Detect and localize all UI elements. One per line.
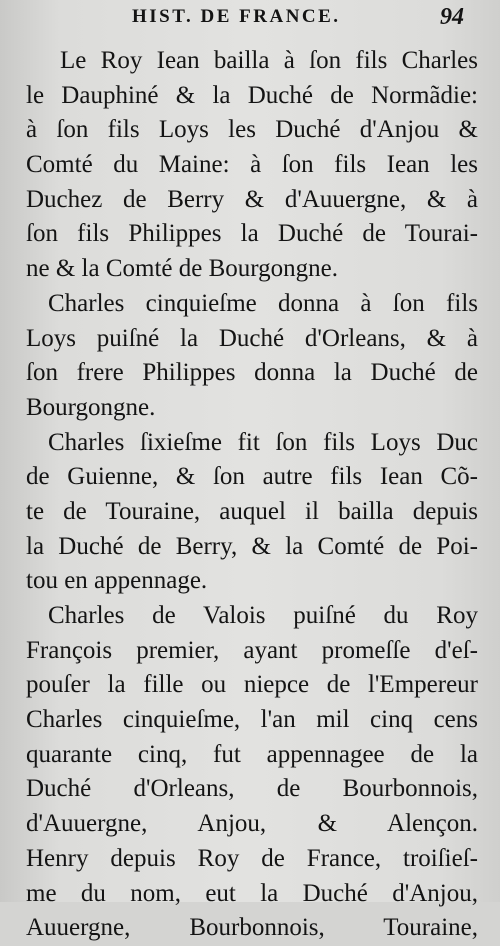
text-line: la Duché de Berry, & la Comté de Poi- [26, 532, 478, 560]
text-line: à ſon fils Loys les Duché d'Anjou & [26, 116, 478, 144]
text-line: ſon frere Philippes donna la Duché de [26, 359, 478, 387]
text-line: François premier, ayant promeſſe d'eſ- [26, 636, 478, 664]
page-header [0, 4, 500, 34]
text-line: te de Touraine, auquel il bailla depuis [26, 497, 478, 525]
text-line: Charles ſixieſme fit ſon fils Loys Duc [48, 428, 478, 456]
text-line: ſon fils Philippes la Duché de Tourai- [26, 220, 478, 248]
page-number: 94 [440, 4, 464, 30]
text-line: Loys puiſné la Duché d'Orleans, & à [26, 324, 478, 352]
body-text [26, 44, 478, 946]
text-line: Le Roy Iean bailla à ſon fils Charles [60, 47, 478, 74]
text-line: Comté du Maine: à ſon fils Iean les [26, 151, 478, 179]
text-line: d'Auuergne, Anjou, & Alençon. [26, 810, 478, 838]
text-line: Bourgongne. [26, 393, 156, 421]
text-line: quarante cinq, fut appennagee de la [26, 740, 478, 768]
text-line: Charles cinquieſme donna à ſon fils [48, 289, 478, 317]
text-line: Charles de Valois puiſné du Roy [48, 602, 478, 629]
text-line: me du nom, eut la Duché d'Anjou, [26, 879, 478, 907]
running-head: HIST. DE FRANCE. [132, 6, 341, 27]
text-line: Charles cinquieſme, l'an mil cinq cens [26, 706, 478, 734]
text-line: Duché d'Orleans, de Bourbonnois, [26, 775, 478, 803]
text-line: pouſer la fille ou niepce de l'Empereur [26, 671, 478, 699]
text-line: ne & la Comté de Bourgongne. [26, 255, 338, 283]
text-line: Duchez de Berry & d'Auuergne, & à [26, 185, 478, 213]
text-line: tou en appennage. [26, 567, 208, 595]
text-line: Henry depuis Roy de France, troiſieſ- [26, 844, 478, 872]
text-line: le Dauphiné & la Duché de Normãdie: [26, 81, 478, 109]
text-line: de Guienne, & ſon autre fils Iean Cõ- [26, 463, 478, 491]
text-line: Auuergne, Bourbonnois, Touraine, [26, 914, 478, 942]
